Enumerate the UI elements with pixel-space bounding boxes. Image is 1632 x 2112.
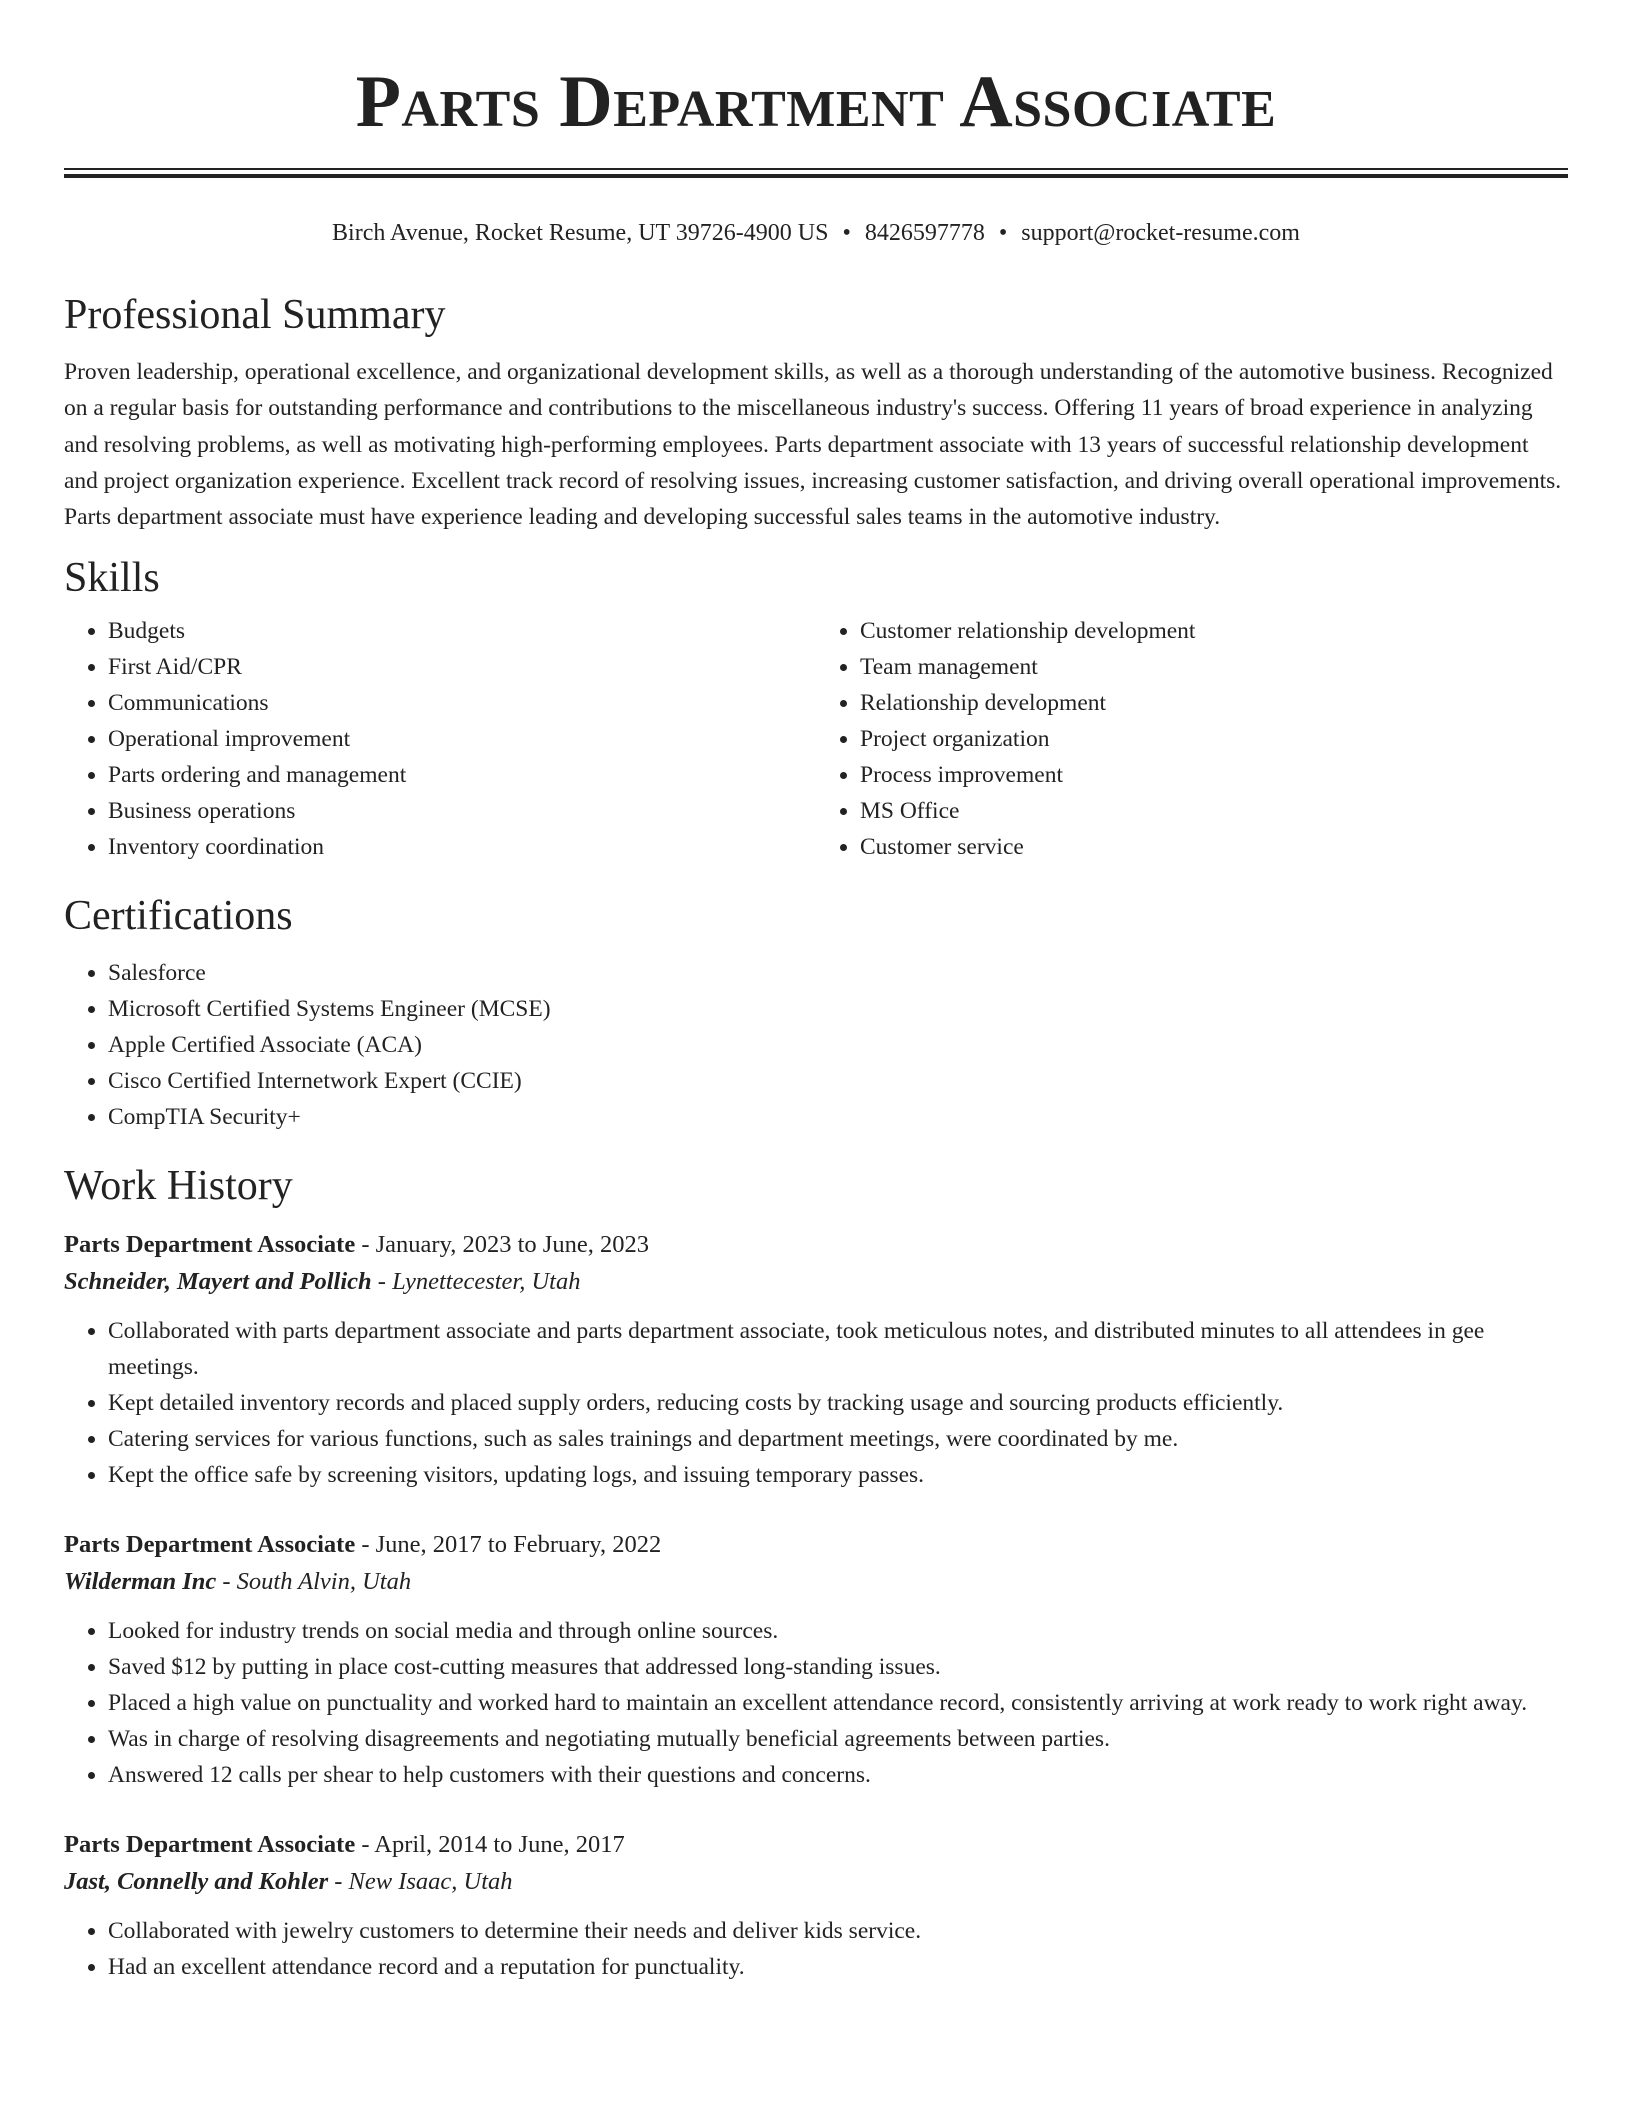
resume-name: Parts Department Associate	[355, 61, 1277, 143]
certifications-list	[64, 955, 1568, 1135]
contact-separator: •	[998, 220, 1008, 246]
job-bullet: • Saved $12 by putting in place cost-cutting measures that addressed long-standing issues.	[108, 1649, 1568, 1685]
job-entry	[64, 1527, 1568, 1793]
work-history-heading: Work History	[64, 1163, 293, 1210]
contact-address: Birch Avenue, Rocket Resume, UT 39726-4900 US	[332, 220, 829, 246]
job-bullet: • Answered 12 calls per shear to help customers with their questions and concerns.	[108, 1757, 1568, 1793]
job-title-line: Parts Department Associate - January, 2023 to June, 2023	[64, 1231, 649, 1259]
skill-item: • Process improvement	[860, 757, 1568, 793]
certification-item: • Salesforce	[108, 955, 1568, 991]
job-company-line: Jast, Connelly and Kohler - New Isaac, Utah	[64, 1868, 513, 1896]
skill-item: • Team management	[860, 649, 1568, 685]
job-title: Parts Department Associate	[64, 1231, 356, 1259]
certifications-section	[64, 891, 1568, 1135]
job-title: Parts Department Associate	[64, 1531, 356, 1559]
skills-columns	[64, 613, 1568, 865]
job-company-line: Schneider, Mayert and Pollich - Lynettecester, Utah	[64, 1268, 581, 1296]
job-company: Wilderman Inc	[64, 1568, 217, 1596]
skill-item: • First Aid/CPR	[108, 649, 816, 685]
job-bullet: • Kept detailed inventory records and placed supply orders, reducing costs by tracking usage and sourcing products efficiently.	[108, 1385, 1568, 1421]
job-company: Schneider, Mayert and Pollich	[64, 1268, 372, 1296]
job-bullet: • Placed a high value on punctuality and worked hard to maintain an excellent attendance record, consistently arriving at work ready to work right away.	[108, 1685, 1568, 1721]
certification-item: • Microsoft Certified Systems Engineer (MCSE)	[108, 991, 1568, 1027]
job-bullet: • Looked for industry trends on social media and through online sources.	[108, 1613, 1568, 1649]
job-bullet: • Had an excellent attendance record and a reputation for punctuality.	[108, 1949, 1568, 1985]
contact-email: support@rocket-resume.com	[1021, 220, 1300, 246]
skill-item: • Business operations	[108, 793, 816, 829]
skill-item: • Inventory coordination	[108, 829, 816, 865]
skills-heading: Skills	[64, 555, 160, 602]
skill-item: • Operational improvement	[108, 721, 816, 757]
job-title-line: Parts Department Associate - June, 2017 to February, 2022	[64, 1531, 662, 1559]
job-bullet: • Kept the office safe by screening visitors, updating logs, and issuing temporary passes.	[108, 1457, 1568, 1493]
skill-item: • Customer relationship development	[860, 613, 1568, 649]
certification-item: • Apple Certified Associate (ACA)	[108, 1027, 1568, 1063]
job-entry	[64, 1227, 1568, 1493]
job-dates: January, 2023 to June, 2023	[375, 1231, 649, 1259]
skill-item: • Communications	[108, 685, 816, 721]
skill-item: • Budgets	[108, 613, 816, 649]
certification-item: • CompTIA Security+	[108, 1099, 1568, 1135]
skill-item: • Parts ordering and management	[108, 757, 816, 793]
skills-list-right	[816, 613, 1568, 865]
job-bullet: • Was in charge of resolving disagreements and negotiating mutually beneficial agreements between parties.	[108, 1721, 1568, 1757]
contact-separator: •	[842, 220, 851, 246]
job-dates: June, 2017 to February, 2022	[375, 1531, 662, 1559]
job-bullets	[64, 1913, 1568, 1985]
job-title: Parts Department Associate	[64, 1831, 356, 1859]
skill-item: • Customer service	[860, 829, 1568, 865]
skill-item: • Relationship development	[860, 685, 1568, 721]
job-company: Jast, Connelly and Kohler	[64, 1868, 329, 1896]
skills-list-left	[64, 613, 816, 865]
skills-section	[64, 553, 1568, 865]
job-company-line: Wilderman Inc - South Alvin, Utah	[64, 1568, 412, 1596]
work-history-section	[64, 1161, 1568, 1985]
summary-section	[64, 290, 1568, 535]
job-bullets	[64, 1313, 1568, 1493]
header-divider	[64, 168, 1568, 178]
job-title-line: Parts Department Associate - April, 2014 to June, 2017	[64, 1831, 625, 1859]
job-location: New Isaac, Utah	[348, 1868, 513, 1896]
summary-heading: Professional Summary	[64, 292, 446, 338]
contact-phone: 8426597778	[864, 220, 985, 246]
job-bullet: • Catering services for various functions, such as sales trainings and department meetings, were coordinated by me.	[108, 1421, 1568, 1457]
job-entry	[64, 1827, 1568, 1985]
job-location: Lynettecester, Utah	[392, 1268, 581, 1296]
contact-line	[64, 218, 1568, 248]
certification-item: • Cisco Certified Internetwork Expert (CCIE)	[108, 1063, 1568, 1099]
summary-text: Proven leadership, operational excellence, and organizational development skills, as well as a thorough understanding of the automotive business. Recognized on a regular basis for outstanding performance and contributions to the miscellaneous industry's success. Offering 11 years of broad experience in analyzing and resolving problems, as well as motivating high-performing employees. Parts department associate with 13 years of successful relationship development and project organization experience. Excellent track record of resolving issues, increasing customer satisfaction, and driving overall operational improvements. Parts department associate must have experience leading and developing successful sales teams in the automotive industry.	[64, 359, 1562, 531]
job-dates: April, 2014 to June, 2017	[374, 1831, 625, 1859]
job-bullet: • Collaborated with jewelry customers to determine their needs and deliver kids service.	[108, 1913, 1568, 1949]
job-location: South Alvin, Utah	[236, 1568, 412, 1596]
skill-item: • MS Office	[860, 793, 1568, 829]
job-bullets	[64, 1613, 1568, 1793]
job-bullet: • Collaborated with parts department associate and parts department associate, took meticulous notes, and distributed minutes to all attendees in gee meetings.	[108, 1313, 1568, 1385]
skill-item: • Project organization	[860, 721, 1568, 757]
certifications-heading: Certifications	[64, 893, 293, 940]
